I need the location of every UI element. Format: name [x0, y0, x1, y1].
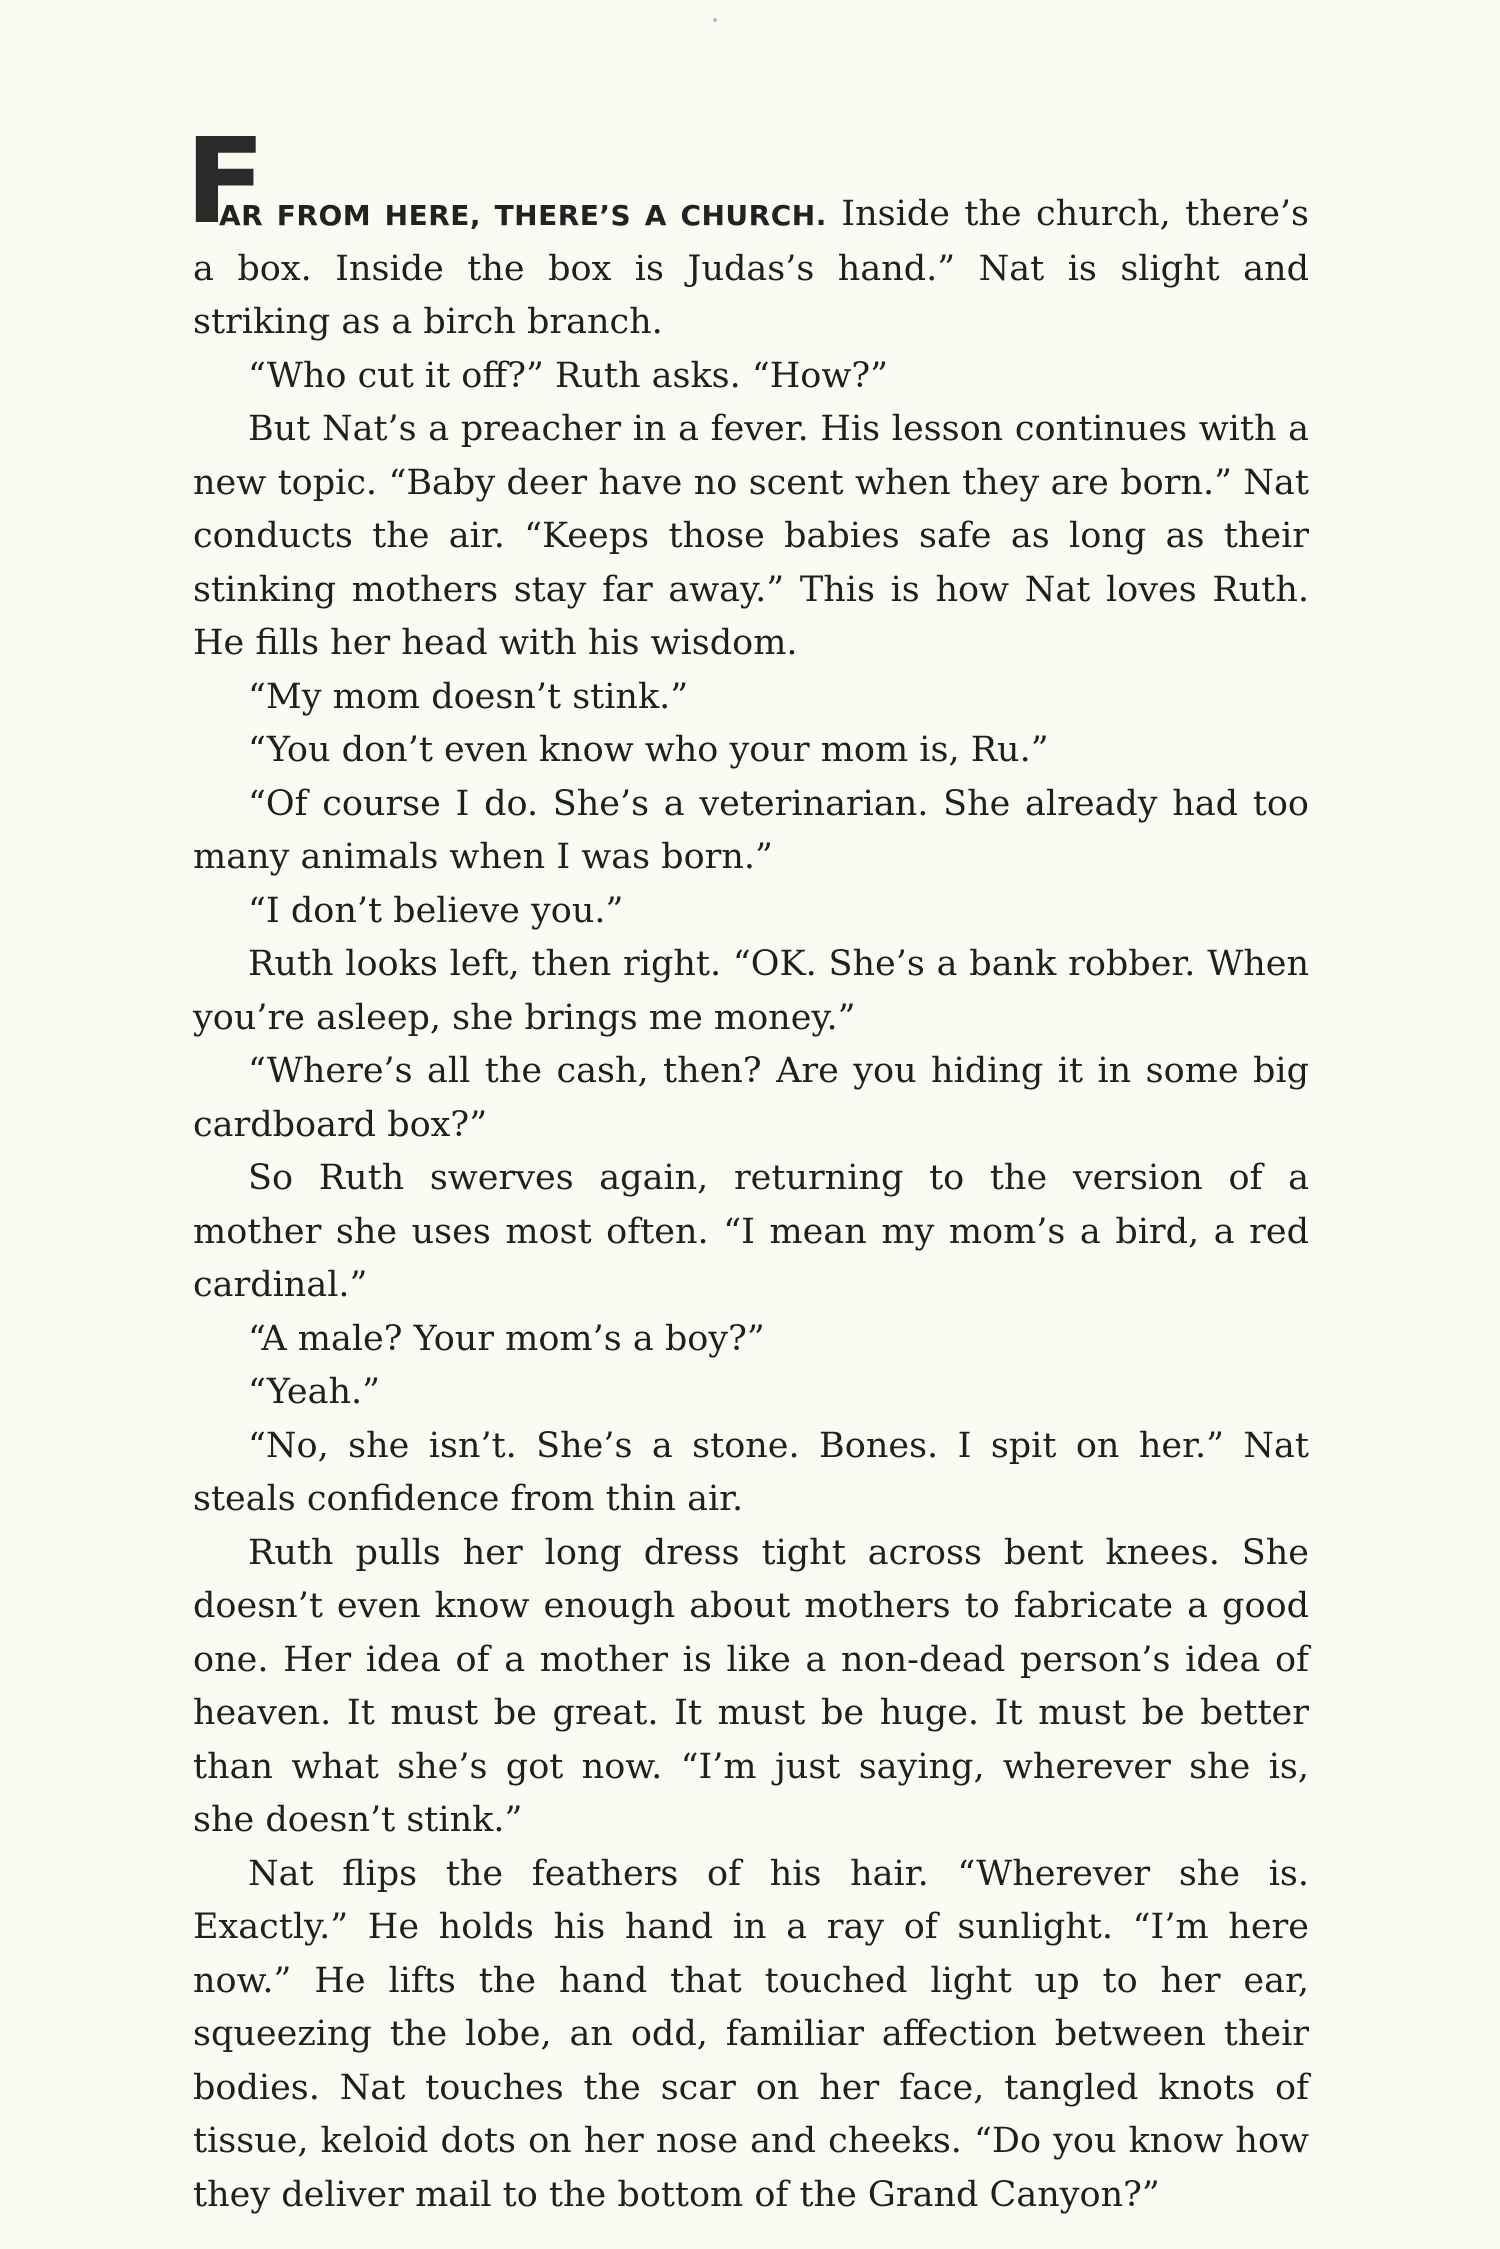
page-body-text	[185, 112, 1309, 2222]
paper-speck	[713, 18, 717, 22]
paragraph: “Who cut it off?” Ruth asks. “How?”	[248, 355, 888, 396]
paragraph: Nat flips the feathers of his hair. “Wherever she is. Exactly.” He holds his hand in a ray of sunlight. “I’m here now.” He lifts the hand that touched light up to her ear, squeezing the lobe, an odd, familiar affection between their bodies. Nat touches the scar on her face, tangled knots of tissue, keloid dots on her nose and cheeks. “Do you know how they deliver mail to the bottom of the Grand Canyon?”	[193, 1853, 1309, 2215]
drop-cap: F	[185, 112, 266, 250]
paragraph: Ruth looks left, then right. “OK. She’s a bank robber. When you’re asleep, she brings me money.”	[193, 944, 1309, 1038]
paragraph: Ruth pulls her long dress tight across bent knees. She doesn’t even know enough about mothers to fabricate a good one. Her idea of a mother is like a non-dead person’s idea of heaven. It must be great. It must be huge. It must be better than what she’s got now. “I’m just saying, wherever she is, she doesn’t stink.”	[193, 1532, 1309, 1840]
paragraph: “No, she isn’t. She’s a stone. Bones. I spit on her.” Nat steals confidence from thin air.	[193, 1425, 1309, 1519]
opening-paragraph	[185, 112, 1309, 350]
paragraph: “Of course I do. She’s a veterinarian. She already had too many animals when I was born.”	[193, 783, 1309, 877]
paragraph: But Nat’s a preacher in a fever. His lesson continues with a new topic. “Baby deer have no scent when they are born.” Nat conducts the air. “Keeps those babies safe as long as their stinking mothers stay far away.” This is how Nat loves Ruth. He fills her head with his wisdom.	[193, 409, 1309, 663]
lead-in-small-caps: AR FROM HERE, THERE’S A CHURCH.	[219, 199, 827, 232]
paragraph: “Yeah.”	[248, 1372, 381, 1412]
paragraph: “You don’t even know who your mom is, Ru.”	[248, 730, 1049, 770]
opening-text: Inside the church, there’s a box. Inside the box is Judas’s hand.” Nat is slight and striking as a birch branch.	[193, 194, 1309, 342]
paragraph: “Where’s all the cash, then? Are you hiding it in some big cardboard box?”	[193, 1051, 1309, 1145]
paragraph: So Ruth swerves again, returning to the version of a mother she uses most often. “I mean my mom’s a bird, a red cardinal.”	[193, 1158, 1309, 1305]
paragraph: “A male? Your mom’s a boy?”	[248, 1318, 765, 1359]
paragraph: “I don’t believe you.”	[248, 890, 624, 931]
paragraph: “My mom doesn’t stink.”	[248, 676, 689, 717]
